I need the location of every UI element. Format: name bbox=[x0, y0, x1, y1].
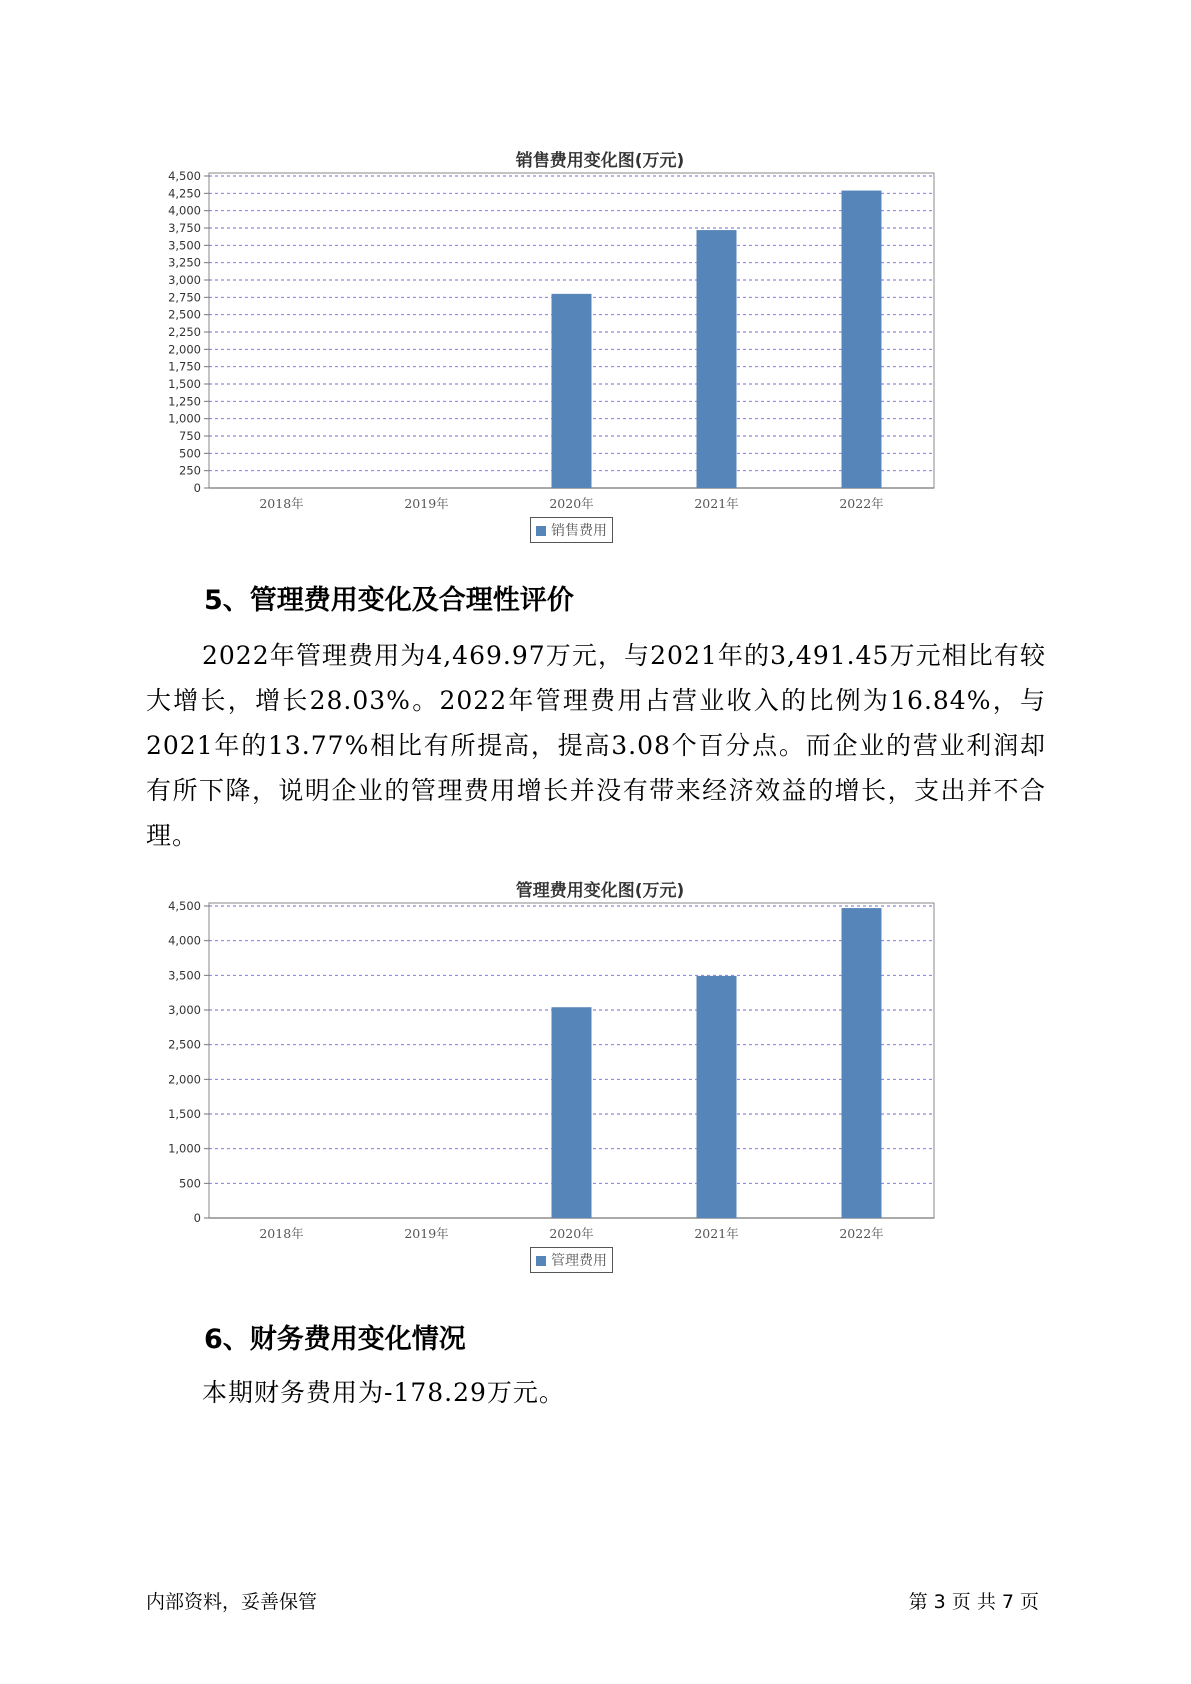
x-tick-label: 2022年 bbox=[839, 1226, 884, 1241]
y-tick-label: 3,000 bbox=[168, 273, 201, 287]
x-tick-label: 2020年 bbox=[549, 496, 594, 511]
paragraph-text: 本期财务费用为-178.29万元。 bbox=[202, 1378, 565, 1407]
y-tick-label: 2,000 bbox=[168, 1072, 201, 1087]
y-tick-label: 250 bbox=[179, 463, 201, 478]
y-tick-label: 1,500 bbox=[168, 1107, 201, 1121]
x-tick-label: 2019年 bbox=[404, 1226, 449, 1241]
page-number: 第 3 页 共 7 页 bbox=[908, 1591, 1039, 1613]
y-tick-label: 2,500 bbox=[168, 1037, 201, 1052]
bar bbox=[552, 294, 592, 488]
y-tick-label: 3,750 bbox=[168, 221, 201, 235]
chart-title: 销售费用变化图(万元) bbox=[515, 151, 685, 171]
paragraph bbox=[146, 633, 1046, 858]
paragraph-text: 2022年管理费用为4,469.97万元，与2021年的3,491.45万元相比有较大增长，增长28.03%。2022年管理费用占营业收入的比例为16.84%，与2021年的13.77%相比有所提高，提高3.08个百分点。而企业的营业利润却有所下降，说明企业的管理费用增长并没有带来经济效益的增长，支出并不合理。 bbox=[146, 641, 1046, 850]
y-tick-label: 0 bbox=[193, 481, 201, 495]
x-tick-label: 2018年 bbox=[259, 496, 304, 511]
bar bbox=[697, 976, 737, 1218]
y-tick-label: 2,250 bbox=[168, 325, 201, 339]
paragraph bbox=[146, 1370, 1046, 1415]
y-tick-label: 1,000 bbox=[168, 411, 201, 426]
legend-label: 销售费用 bbox=[551, 523, 607, 539]
y-tick-label: 3,500 bbox=[168, 968, 201, 983]
y-tick-label: 4,500 bbox=[168, 170, 201, 183]
y-tick-label: 500 bbox=[179, 1176, 201, 1191]
chart-legend bbox=[530, 1247, 613, 1273]
x-tick-label: 2018年 bbox=[259, 1226, 304, 1241]
y-tick-label: 4,000 bbox=[168, 203, 201, 218]
bar bbox=[697, 230, 737, 488]
legend-swatch bbox=[536, 526, 546, 536]
legend-label: 管理费用 bbox=[551, 1253, 607, 1269]
legend-swatch bbox=[536, 1256, 546, 1266]
bar bbox=[842, 908, 882, 1218]
y-tick-label: 3,000 bbox=[168, 1003, 201, 1017]
y-tick-label: 0 bbox=[193, 1211, 201, 1225]
y-tick-label: 2,000 bbox=[168, 342, 201, 357]
bar bbox=[842, 191, 882, 488]
bar-chart bbox=[150, 900, 1050, 1270]
x-tick-label: 2020年 bbox=[549, 1226, 594, 1241]
y-tick-label: 4,500 bbox=[168, 900, 201, 913]
y-tick-label: 1,000 bbox=[168, 1141, 201, 1156]
footer-left: 内部资料，妥善保管 bbox=[146, 1591, 318, 1613]
section-heading: 5、管理费用变化及合理性评价 bbox=[204, 585, 574, 616]
y-tick-label: 3,500 bbox=[168, 238, 201, 253]
y-tick-label: 1,250 bbox=[168, 394, 201, 409]
bar bbox=[552, 1007, 592, 1218]
x-tick-label: 2021年 bbox=[694, 1226, 739, 1241]
x-tick-label: 2022年 bbox=[839, 496, 884, 511]
y-tick-label: 1,500 bbox=[168, 377, 201, 391]
y-tick-label: 3,250 bbox=[168, 255, 201, 270]
y-tick-label: 1,750 bbox=[168, 359, 201, 374]
bar-chart bbox=[150, 170, 1050, 540]
x-tick-label: 2019年 bbox=[404, 496, 449, 511]
y-tick-label: 4,250 bbox=[168, 186, 201, 201]
y-tick-label: 500 bbox=[179, 446, 201, 461]
chart-legend bbox=[530, 517, 613, 543]
y-tick-label: 4,000 bbox=[168, 933, 201, 948]
y-tick-label: 750 bbox=[179, 429, 201, 443]
chart-title: 管理费用变化图(万元) bbox=[515, 881, 685, 901]
section-heading: 6、财务费用变化情况 bbox=[204, 1324, 466, 1355]
x-tick-label: 2021年 bbox=[694, 496, 739, 511]
y-tick-label: 2,750 bbox=[168, 290, 201, 305]
y-tick-label: 2,500 bbox=[168, 307, 201, 322]
